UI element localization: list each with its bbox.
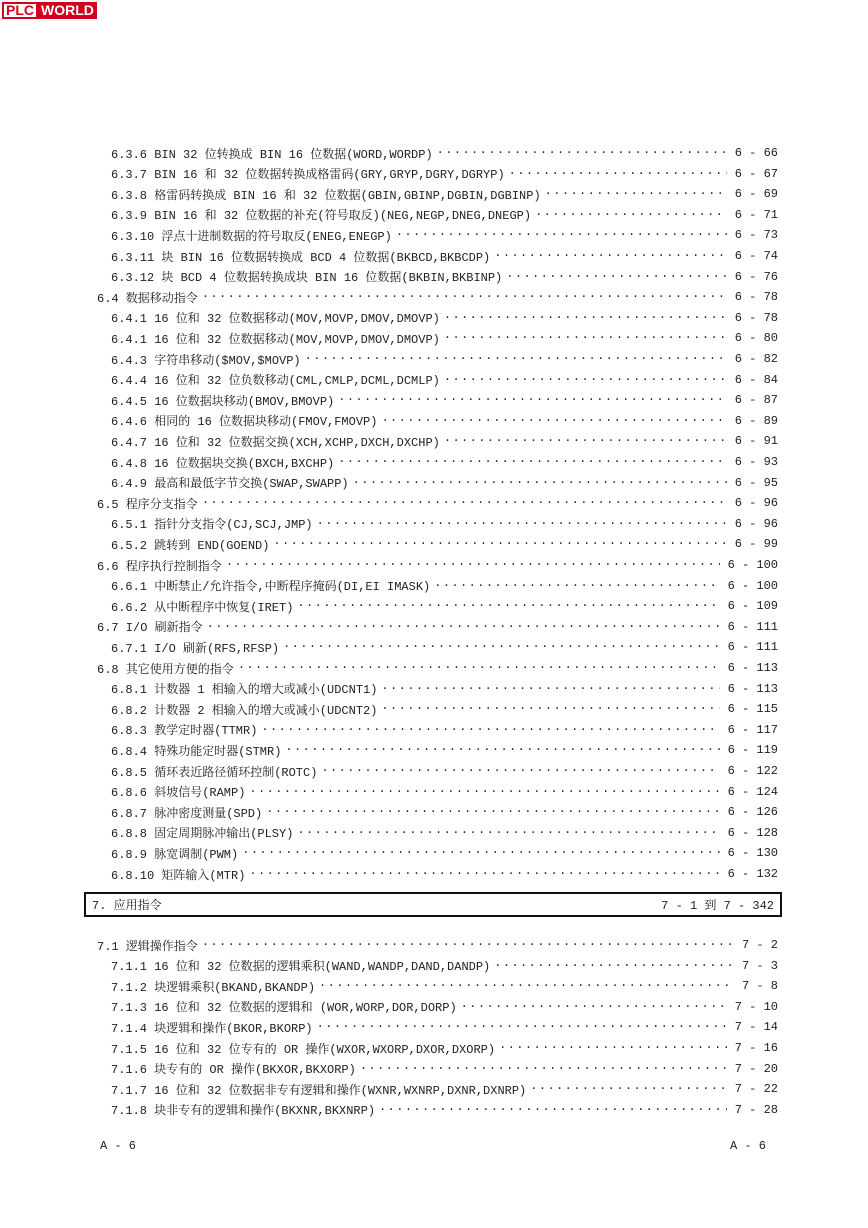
toc-entry[interactable] xyxy=(111,802,778,822)
toc-entry[interactable] xyxy=(111,1038,778,1058)
toc-entry-page: 6 - 91 xyxy=(734,434,778,449)
toc-entry-page: 6 - 84 xyxy=(734,372,778,387)
footer-page-right: A - 6 xyxy=(730,1139,767,1153)
toc-entry-label: 6.3.8 格雷码转换成 BIN 16 和 32 位数据(GBIN,GBINP,DGBIN,DGBINP) xyxy=(111,188,541,203)
toc-entry-page: 6 - 78 xyxy=(734,290,778,305)
toc-entry-page: 6 - 132 xyxy=(727,867,778,881)
toc-entry-label: 7.1.2 块逻辑乘积(BKAND,BKANDP) xyxy=(111,980,316,995)
toc-dot-leader xyxy=(444,311,727,325)
toc-entry[interactable] xyxy=(111,514,778,534)
toc-entry-label: 6.8.1 计数器 1 相输入的增大或减小(UDCNT1) xyxy=(111,683,378,698)
toc-entry-page: 6 - 87 xyxy=(734,393,778,408)
toc-entry-page: 6 - 126 xyxy=(727,805,778,820)
toc-dot-leader xyxy=(202,496,727,510)
toc-entry-label: 6.3.12 块 BCD 4 位数据转换成块 BIN 16 位数据(BKBIN,BKBINP) xyxy=(111,271,503,286)
toc-entry-label: 6.4.4 16 位和 32 位负数移动(CML,CMLP,DCML,DCMLP) xyxy=(111,374,440,389)
toc-dot-leader xyxy=(381,702,719,716)
toc-entry[interactable] xyxy=(111,225,778,245)
toc-entry[interactable] xyxy=(111,782,778,802)
toc-dot-leader xyxy=(297,826,719,840)
toc-entry[interactable] xyxy=(111,637,778,657)
toc-dot-leader xyxy=(381,414,726,428)
toc-entry-page: 6 - 113 xyxy=(727,681,778,696)
toc-dot-leader xyxy=(545,187,727,201)
toc-entry-label: 6.8.6 斜坡信号(RAMP) xyxy=(111,786,246,801)
toc-dot-leader xyxy=(379,1103,727,1117)
toc-entry[interactable] xyxy=(111,1059,778,1079)
toc-dot-leader xyxy=(338,393,727,407)
toc-dot-leader xyxy=(273,537,726,551)
toc-entry-page: 6 - 128 xyxy=(727,825,778,840)
toc-dot-leader xyxy=(494,959,734,973)
toc-entry-page: 6 - 130 xyxy=(727,846,778,861)
toc-entry[interactable] xyxy=(111,596,778,616)
toc-entry-page: 6 - 117 xyxy=(727,722,778,737)
toc-dot-leader xyxy=(535,208,727,222)
toc-dot-leader xyxy=(494,249,727,263)
toc-dot-leader xyxy=(321,764,719,778)
toc-dot-leader xyxy=(444,434,727,448)
toc-entry-label: 6.4.7 16 位和 32 位数据交换(XCH,XCHP,DXCH,DXCHP) xyxy=(111,435,440,450)
toc-entry-page: 6 - 100 xyxy=(727,558,778,572)
toc-entry-label: 6.3.11 块 BIN 16 位数据转换成 BCD 4 位数据(BKBCD,BKBCDP) xyxy=(111,250,491,265)
toc-entry-label: 6.8.7 脉冲密度测量(SPD) xyxy=(111,806,263,821)
toc-dot-leader xyxy=(437,146,727,160)
toc-entry[interactable] xyxy=(111,740,778,760)
toc-entry[interactable] xyxy=(97,287,778,307)
toc-entry[interactable] xyxy=(111,679,778,699)
toc-dot-leader xyxy=(207,620,720,634)
toc-entry[interactable] xyxy=(111,143,778,163)
toc-entry-page: 7 - 8 xyxy=(741,979,778,994)
toc-dot-leader xyxy=(444,331,727,345)
toc-entry[interactable] xyxy=(111,761,778,781)
toc-entry[interactable] xyxy=(111,328,778,348)
chapter-7-heading[interactable] xyxy=(84,892,782,917)
toc-dot-leader xyxy=(202,938,734,952)
toc-entry-page: 6 - 67 xyxy=(734,166,778,181)
toc-entry[interactable] xyxy=(111,997,778,1017)
toc-dot-leader xyxy=(499,1041,727,1055)
toc-entry[interactable] xyxy=(97,935,778,955)
toc-entry-page: 7 - 3 xyxy=(741,958,778,973)
toc-entry[interactable] xyxy=(111,473,778,493)
toc-entry-page: 7 - 22 xyxy=(734,1082,778,1097)
logo-world: WORLD xyxy=(38,2,97,19)
toc-entry-page: 6 - 99 xyxy=(734,537,778,552)
toc-entry-label: 6.8.3 教学定时器(TTMR) xyxy=(111,724,258,739)
toc-entry[interactable] xyxy=(111,823,778,843)
toc-entry[interactable] xyxy=(111,534,778,554)
toc-dot-leader xyxy=(338,455,727,469)
toc-entry[interactable] xyxy=(111,390,778,410)
toc-entry-page: 7 - 2 xyxy=(741,938,778,952)
toc-entry-label: 6.8.10 矩阵输入(MTR) xyxy=(111,868,246,883)
toc-dot-leader xyxy=(238,661,720,675)
toc-entry-label: 6.4.8 16 位数据块交换(BXCH,BXCHP) xyxy=(111,456,335,471)
toc-dot-leader xyxy=(506,270,727,284)
toc-entry-page: 6 - 96 xyxy=(734,496,778,511)
toc-entry-page: 7 - 20 xyxy=(734,1061,778,1076)
toc-entry-label: 6.5.1 指针分支指令(CJ,SCJ,JMP) xyxy=(111,518,313,533)
toc-dot-leader xyxy=(249,867,719,881)
toc-entry[interactable] xyxy=(111,267,778,287)
toc-entry-page: 7 - 16 xyxy=(734,1041,778,1055)
toc-entry-label: 6.8.4 特殊功能定时器(STMR) xyxy=(111,744,282,759)
toc-entry-label: 6.4.6 相同的 16 位数据块移动(FMOV,FMOVP) xyxy=(111,415,378,430)
toc-entry-page: 7 - 10 xyxy=(734,999,778,1014)
toc-entry-page: 6 - 95 xyxy=(734,475,778,490)
chapter-page-range: 7 - 1 到 7 - 342 xyxy=(661,899,774,913)
toc-entry-page: 7 - 14 xyxy=(734,1020,778,1035)
toc-entry-page: 6 - 115 xyxy=(727,702,778,717)
toc-entry-label: 6.6.1 中断禁止/允许指令,中断程序掩码(DI,EI IMASK) xyxy=(111,580,431,595)
toc-dot-leader xyxy=(461,1000,727,1014)
toc-dot-leader xyxy=(530,1082,727,1096)
toc-entry-label: 6.5 程序分支指令 xyxy=(97,497,198,512)
toc-dot-leader xyxy=(249,785,719,799)
toc-entry[interactable] xyxy=(111,452,778,472)
toc-dot-leader xyxy=(319,979,734,993)
toc-entry-page: 6 - 66 xyxy=(734,146,778,160)
toc-dot-leader xyxy=(202,290,727,304)
toc-dot-leader xyxy=(226,558,720,572)
toc-entry-page: 7 - 28 xyxy=(734,1102,778,1117)
toc-entry-label: 6.6.2 从中断程序中恢复(IRET) xyxy=(111,600,294,615)
toc-entry-label: 7.1.1 16 位和 32 位数据的逻辑乘积(WAND,WANDP,DAND,DANDP) xyxy=(111,960,491,975)
toc-entry-label: 6.5.2 跳转到 END(GOEND) xyxy=(111,538,270,553)
toc-entry[interactable] xyxy=(111,184,778,204)
toc-entry-label: 7.1 逻辑操作指令 xyxy=(97,939,198,954)
toc-dot-leader xyxy=(509,167,727,181)
toc-entry-page: 6 - 109 xyxy=(727,599,778,614)
toc-entry[interactable] xyxy=(111,246,778,266)
toc-entry[interactable] xyxy=(97,555,778,575)
toc-entry-label: 7.1.3 16 位和 32 位数据的逻辑和 (WOR,WORP,DOR,DORP) xyxy=(111,1001,457,1016)
toc-dot-leader xyxy=(444,373,727,387)
toc-entry[interactable] xyxy=(111,349,778,369)
toc-entry[interactable] xyxy=(111,956,778,976)
toc-entry-label: 6.6 程序执行控制指令 xyxy=(97,559,222,574)
toc-entry-label: 6.3.10 浮点十进制数据的符号取反(ENEG,ENEGP) xyxy=(111,229,392,244)
toc-entry[interactable] xyxy=(111,864,778,884)
toc-entry-label: 6.8.2 计数器 2 相输入的增大或减小(UDCNT2) xyxy=(111,703,378,718)
toc-entry[interactable] xyxy=(111,164,778,184)
chapter-title: 7. 应用指令 xyxy=(92,899,162,913)
toc-entry[interactable] xyxy=(111,843,778,863)
toc-entry-page: 6 - 111 xyxy=(727,640,778,655)
toc-entry-page: 6 - 74 xyxy=(734,249,778,263)
toc-entry-page: 6 - 124 xyxy=(727,784,778,799)
toc-dot-leader xyxy=(242,846,719,860)
toc-entry-label: 6.4.1 16 位和 32 位数据移动(MOV,MOVP,DMOV,DMOVP) xyxy=(111,332,440,347)
toc-entry-label: 6.8.5 循环表近路径循环控制(ROTC) xyxy=(111,765,318,780)
toc-entry-label: 6.8 其它使用方便的指令 xyxy=(97,662,234,677)
toc-entry-label: 7.1.4 块逻辑和操作(BKOR,BKORP) xyxy=(111,1021,313,1036)
toc-entry-label: 6.3.7 BIN 16 和 32 位数据转换成格雷码(GRY,GRYP,DGRY,DGRYP) xyxy=(111,168,505,183)
logo-plc: PLC xyxy=(2,2,38,19)
toc-entry[interactable] xyxy=(111,699,778,719)
toc-entry-label: 6.4 数据移动指令 xyxy=(97,291,198,306)
toc-entry-label: 6.4.5 16 位数据块移动(BMOV,BMOVP) xyxy=(111,394,335,409)
toc-dot-leader xyxy=(283,640,720,654)
toc-entry-label: 6.4.9 最高和最低字节交换(SWAP,SWAPP) xyxy=(111,477,349,492)
toc-entry-label: 7.1.6 块专有的 OR 操作(BKXOR,BKXORP) xyxy=(111,1063,356,1078)
toc-entry-page: 6 - 82 xyxy=(734,352,778,366)
toc-entry[interactable] xyxy=(111,976,778,996)
toc-entry-page: 6 - 71 xyxy=(734,207,778,222)
toc-entry-label: 6.8.9 脉宽调制(PWM) xyxy=(111,847,239,862)
toc-entry[interactable] xyxy=(111,370,778,390)
toc-entry[interactable] xyxy=(97,493,778,513)
toc-entry-page: 6 - 76 xyxy=(734,269,778,284)
toc-entry-page: 6 - 122 xyxy=(727,764,778,778)
toc-dot-leader xyxy=(353,476,727,490)
toc-entry-page: 6 - 69 xyxy=(734,187,778,202)
toc-entry-page: 6 - 96 xyxy=(734,516,778,531)
toc-entry-label: 7.1.8 块非专有的逻辑和操作(BKXNR,BKXNRP) xyxy=(111,1104,376,1119)
toc-entry-label: 7.1.5 16 位和 32 位专有的 OR 操作(WXOR,WXORP,DXOR,DXORP) xyxy=(111,1042,496,1057)
toc-entry-page: 6 - 100 xyxy=(727,578,778,593)
toc-dot-leader xyxy=(360,1062,727,1076)
toc-dot-leader xyxy=(266,805,719,819)
toc-entry-label: 6.3.6 BIN 32 位转换成 BIN 16 位数据(WORD,WORDP) xyxy=(111,147,433,162)
toc-dot-leader xyxy=(434,579,719,593)
toc-entry[interactable] xyxy=(111,1100,778,1120)
toc-dot-leader xyxy=(297,599,719,613)
toc-entry-label: 7.1.7 16 位和 32 位数据非专有逻辑和操作(WXNR,WXNRP,DXNR,DXNRP) xyxy=(111,1083,527,1098)
toc-entry-label: 6.4.1 16 位和 32 位数据移动(MOV,MOVP,DMOV,DMOVP) xyxy=(111,312,440,327)
toc-dot-leader xyxy=(285,743,719,757)
toc-dot-leader xyxy=(261,723,719,737)
toc-dot-leader xyxy=(381,682,719,696)
toc-entry[interactable] xyxy=(111,1079,778,1099)
toc-entry[interactable] xyxy=(111,720,778,740)
toc-entry[interactable] xyxy=(97,617,778,637)
toc-entry-page: 6 - 80 xyxy=(734,331,778,346)
toc-entry-label: 6.3.9 BIN 16 和 32 位数据的补充(符号取反)(NEG,NEGP,DNEG,DNEGP) xyxy=(111,209,532,224)
toc-dot-leader xyxy=(317,1020,727,1034)
toc-dot-leader xyxy=(396,228,727,242)
toc-entry[interactable] xyxy=(111,1017,778,1037)
toc-entry[interactable] xyxy=(97,658,778,678)
toc-entry[interactable] xyxy=(111,431,778,451)
toc-entry-label: 6.8.8 固定周期脉冲输出(PLSY) xyxy=(111,827,294,842)
toc-entry[interactable] xyxy=(111,576,778,596)
toc-dot-leader xyxy=(305,352,727,366)
toc-entry-page: 6 - 73 xyxy=(734,228,778,243)
toc-entry-page: 6 - 119 xyxy=(727,743,778,758)
toc-entry-label: 6.7.1 I/O 刷新(RFS,RFSP) xyxy=(111,641,280,656)
toc-entry-label: 6.7 I/O 刷新指令 xyxy=(97,621,203,636)
toc-entry-page: 6 - 89 xyxy=(734,413,778,428)
toc-entry[interactable] xyxy=(111,308,778,328)
toc-entry[interactable] xyxy=(111,411,778,431)
plc-world-logo xyxy=(2,2,97,19)
toc-entry-page: 6 - 93 xyxy=(734,455,778,469)
toc-dot-leader xyxy=(317,517,727,531)
toc-entry-page: 6 - 111 xyxy=(727,619,778,634)
toc-entry-label: 6.4.3 字符串移动($MOV,$MOVP) xyxy=(111,353,301,368)
toc-entry-page: 6 - 113 xyxy=(727,661,778,675)
toc-entry-page: 6 - 78 xyxy=(734,310,778,325)
toc-entry[interactable] xyxy=(111,205,778,225)
footer-page-left: A - 6 xyxy=(100,1139,137,1153)
